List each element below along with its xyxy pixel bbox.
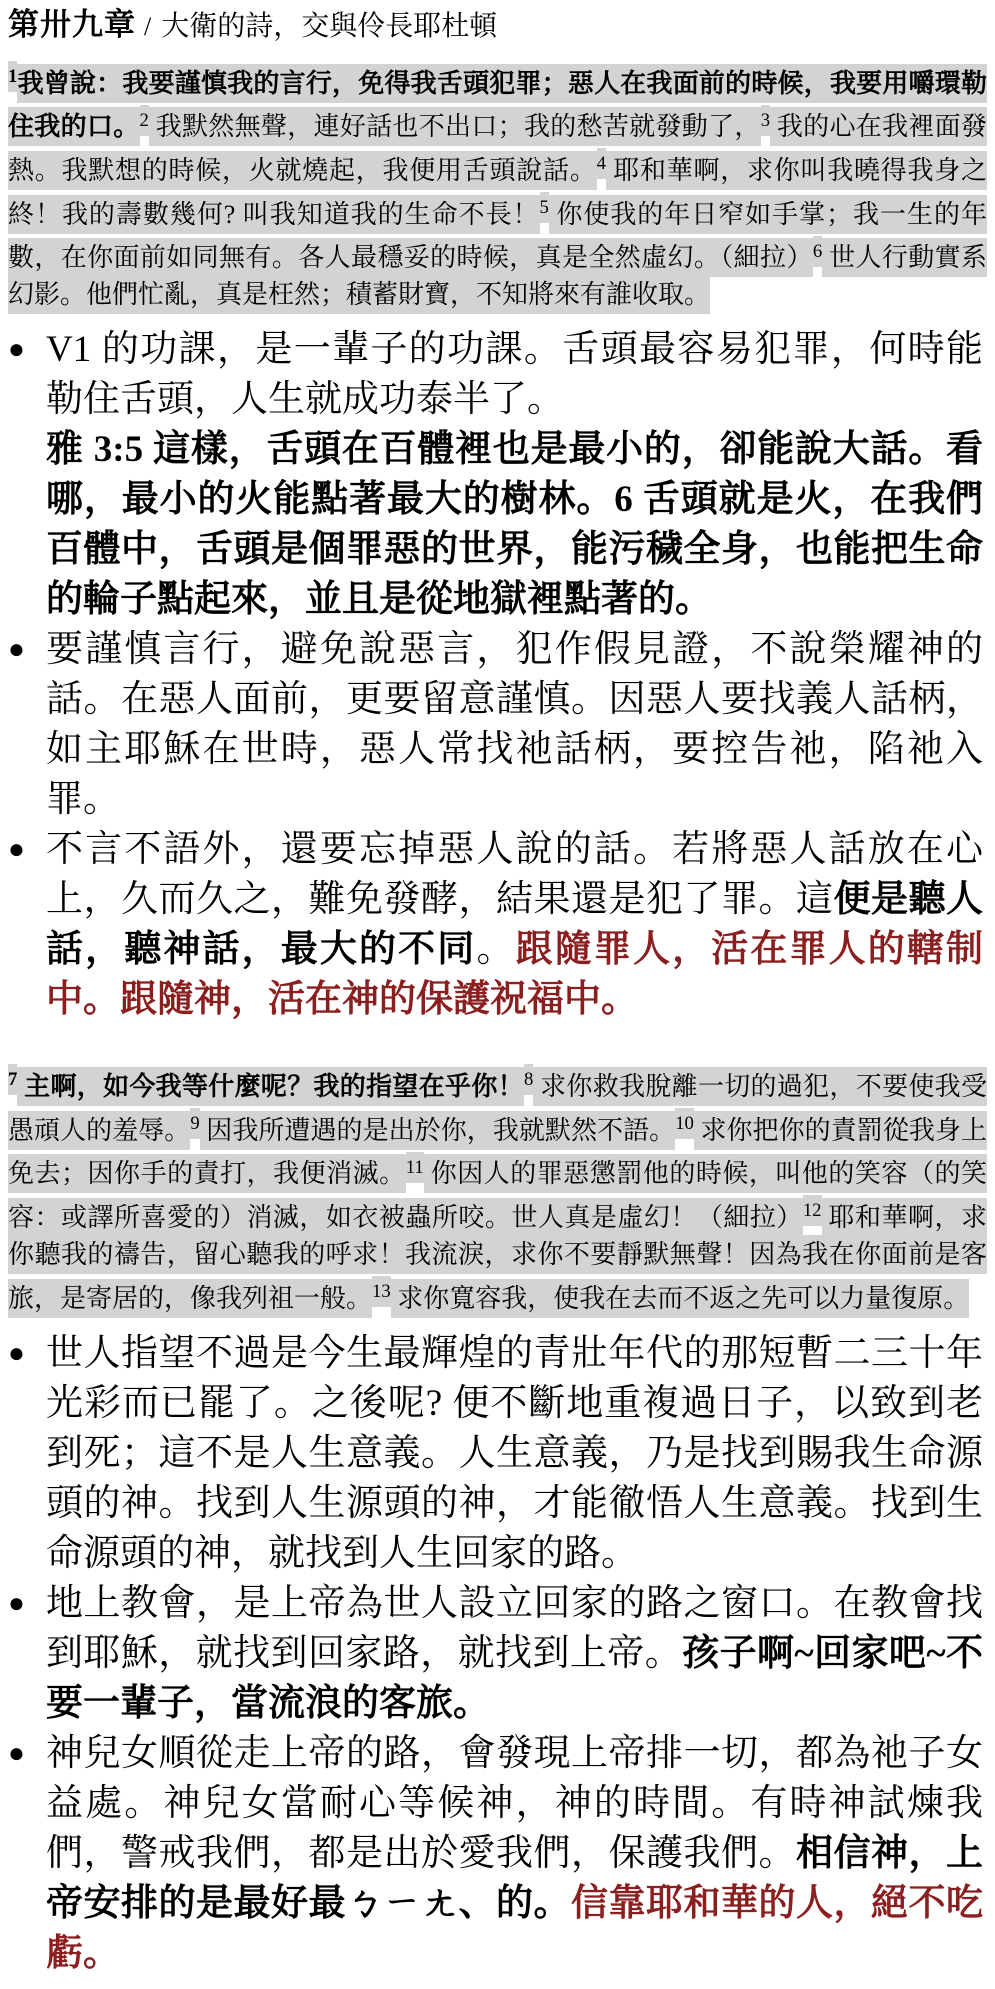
text-segment: 雅 3:5 這樣，舌頭在百體裡也是最小的，卻能說大話。看哪，最小的火能點著最大的樹林。6 舌頭就是火，在我們百體中，舌頭是個罪惡的世界，能污穢全身，也能把生命的輪子點起來，並且是從地獄裡點著的。	[46, 429, 983, 621]
verse-number: 2	[140, 105, 149, 136]
verse-number: 11	[406, 1152, 424, 1183]
text-segment: 求你把你的責罰從我身上免去；因你手的責打，我便消滅。	[8, 1111, 987, 1194]
text-segment: 孩子啊~回家吧~不要一輩子，當流浪的客旅。	[46, 1632, 984, 1724]
note-paragraph	[46, 425, 983, 625]
note-paragraph	[46, 1329, 983, 1579]
bullet-icon: ●	[8, 834, 25, 866]
text-segment: 我曾說：我要謹慎我的言行，免得我舌頭犯罪；惡人在我面前的時候，我要用嚼環勒住我的口。	[8, 64, 987, 147]
verse-number: 10	[675, 1108, 694, 1139]
text-segment: 因我所遭遇的是出於你，我就默然不語。	[200, 1111, 675, 1150]
list-item	[0, 825, 995, 1025]
text-segment: V1 的功課，是一輩子的功課。舌頭最容易犯罪，何時能勒住舌頭，人生就成功泰半了。	[46, 329, 983, 421]
chapter-number: 第卅九章	[8, 7, 136, 42]
list-item	[0, 1329, 995, 1579]
verse-number: 3	[761, 105, 770, 136]
text-segment: 神兒女順從走上帝的路，會發現上帝排一切，都為祂子女益處。神兒女當耐心等候神，神的時間。有時神試煉我們，警戒我們，都是出於愛我們，保護我們。	[46, 1732, 983, 1874]
text-segment: 世人行動實系幻影。他們忙亂，真是枉然；積蓄財寶，不知將來有誰收取。	[8, 238, 987, 314]
bullet-icon: ●	[8, 1587, 25, 1619]
text-segment: 便是聽人話，聽神話，最大的不同	[46, 879, 983, 971]
list-item	[0, 325, 995, 625]
verse-number: 12	[803, 1195, 822, 1226]
list-item	[0, 1729, 995, 1979]
note-paragraph	[46, 325, 983, 425]
bullet-icon: ●	[8, 334, 25, 366]
text-segment: 地上教會，是上帝為世人設立回家的路之窗口。在教會找到耶穌，就找到回家路，就找到上帝。	[46, 1582, 983, 1674]
note-content	[46, 1729, 995, 1979]
verse-number: 13	[372, 1276, 391, 1307]
verse-number: 7	[8, 1064, 17, 1095]
verse-number: 4	[597, 148, 606, 179]
text-segment: 我默然無聲，連好話也不出口；我的愁苦就發動了，	[149, 107, 761, 146]
bullet-icon: ●	[8, 634, 25, 666]
note-paragraph	[46, 625, 983, 825]
list-item	[0, 625, 995, 825]
note-paragraph	[46, 825, 983, 1025]
text-segment: 信靠耶和華的人，絕不吃虧。	[46, 1882, 983, 1974]
text-segment: 我的心在我裡面發熱。我默想的時候，火就燒起，我便用舌頭說話。	[8, 107, 987, 190]
text-segment: 你使我的年日窄如手掌；我一生的年數，在你面前如同無有。各人最穩妥的時候，真是全然虛幻。（細拉）	[8, 195, 987, 278]
bullet-icon: ●	[8, 1337, 25, 1369]
title-separator: /	[144, 12, 152, 41]
text-segment: 跟隨罪人，活在罪人的轄制中。跟隨神，活在神的保護祝福中。	[46, 929, 984, 1021]
text-segment: 不言不語外，還要忘掉惡人說的話。若將惡人話放在心上，久而久之，難免發酵，結果還是犯了罪。這	[46, 829, 983, 921]
chapter-heading	[0, 4, 995, 48]
note-content	[46, 1329, 995, 1579]
note-content	[46, 625, 995, 825]
text-segment: 相信神，上帝安排的是最好最ㄅㄧㄤ、的。	[46, 1832, 983, 1924]
verse-number: 1	[8, 61, 17, 92]
verse-number: 9	[190, 1108, 199, 1139]
text-segment: 你因人的罪惡懲罰他的時候，叫他的笑容（的笑容：或譯所喜愛的）消滅，如衣被蟲所咬。世人真是虛幻！（細拉）	[8, 1154, 987, 1237]
text-segment: 主啊，如今我等什麼呢？我的指望在乎你！	[17, 1067, 524, 1106]
note-paragraph	[46, 1579, 983, 1729]
bullet-icon: ●	[8, 1737, 25, 1769]
scripture-passage	[0, 52, 995, 319]
text-segment: 耶和華啊，求你聽我的禱告，留心聽我的呼求！我流淚，求你不要靜默無聲！因為我在你面前是客旅，是寄居的，像我列祖一般。	[8, 1198, 987, 1318]
chapter-subtitle: 大衛的詩，交與伶長耶杜頓	[161, 11, 498, 42]
text-segment: 求你寬容我，使我在去而不返之先可以力量復原。	[391, 1279, 970, 1318]
text-segment: 耶和華啊，求你叫我曉得我身之終！我的壽數幾何? 叫我知道我的生命不長！	[8, 151, 987, 234]
note-content	[46, 825, 995, 1025]
list-item	[0, 1579, 995, 1729]
note-content	[46, 325, 995, 625]
note-paragraph	[46, 1729, 983, 1979]
verse-number: 6	[813, 236, 822, 267]
verse-number: 5	[540, 192, 549, 223]
verse-number: 8	[524, 1064, 533, 1095]
document-body	[0, 52, 995, 1979]
text-segment: 。	[476, 929, 516, 971]
text-segment: 求你救我脫離一切的過犯，不要使我受愚頑人的羞辱。	[8, 1067, 987, 1150]
note-content	[46, 1579, 995, 1729]
scripture-passage	[0, 1055, 995, 1322]
text-segment: 世人指望不過是今生最輝煌的青壯年代的那短暫二三十年光彩而已罷了。之後呢? 便不斷地重複過日子，以致到老到死；這不是人生意義。人生意義，乃是找到賜我生命源頭的神。找到人生源頭的神，才能徹悟人生意義。找到生命源頭的神，就找到人生回家的路。	[46, 1332, 983, 1574]
text-segment: 要謹慎言行，避免說惡言，犯作假見證，不說榮耀神的話。在惡人面前，更要留意謹慎。因惡人要找義人話柄，如主耶穌在世時，惡人常找祂話柄，要控告祂，陷祂入罪。	[46, 629, 983, 821]
